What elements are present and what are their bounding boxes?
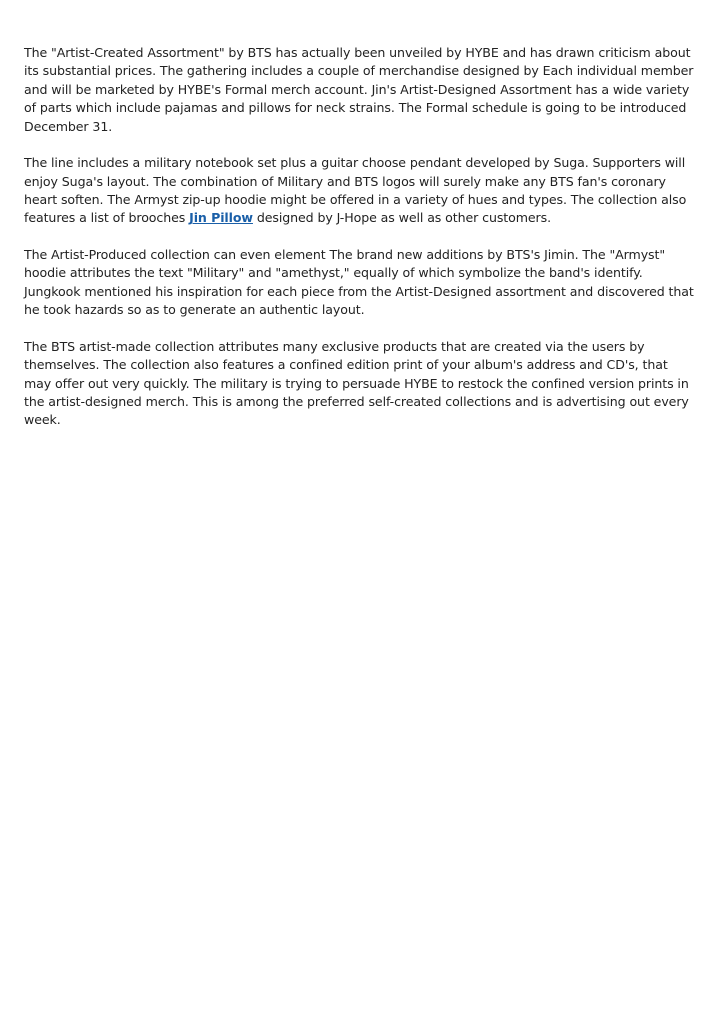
jin-pillow-link[interactable]: Jin Pillow: [189, 210, 253, 226]
paragraph-2-after: designed by J-Hope as well as other customers.: [252, 210, 551, 226]
paragraph-3: The Artist-Produced collection can even element The brand new additions by BTS's Jimin. The "Armyst" hoodie attributes the text "Military" and "amethyst," equally of which symbolize the band's identify. Jungkook mentioned his inspiration for each piece from the Artist-Designed assortment and discovered that he took hazards so as to generate an authentic layout.: [24, 247, 694, 318]
article-body: [24, 44, 696, 448]
paragraph-4: The BTS artist-made collection attributes many exclusive products that are created via the users by themselves. The collection also features a confined edition print of your album's address and CD's, that may offer out very quickly. The military is trying to persuade HYBE to restock the confined version prints in the artist-designed merch. This is among the preferred self-created collections and is advertising out every week.: [24, 338, 689, 428]
paragraph-2: [24, 154, 696, 228]
paragraph-2-before: The line includes a military notebook set plus a guitar choose pendant developed by Suga. Supporters will enjoy Suga's layout. The combination of Military and BTS logos will surely make any BTS fan's coronary heart soften. The Armyst zip-up hoodie might be offered in a variety of hues and types. The collection also features a list of brooches: [24, 155, 687, 226]
paragraph-1: The "Artist-Created Assortment" by BTS has actually been unveiled by HYBE and has drawn criticism about its substantial prices. The gathering includes a couple of merchandise designed by Each individual member and will be marketed by HYBE's Formal merch account. Jin's Artist-Designed Assortment has a wide variety of parts which include pajamas and pillows for neck strains. The Formal schedule is going to be introduced December 31.: [24, 45, 694, 134]
